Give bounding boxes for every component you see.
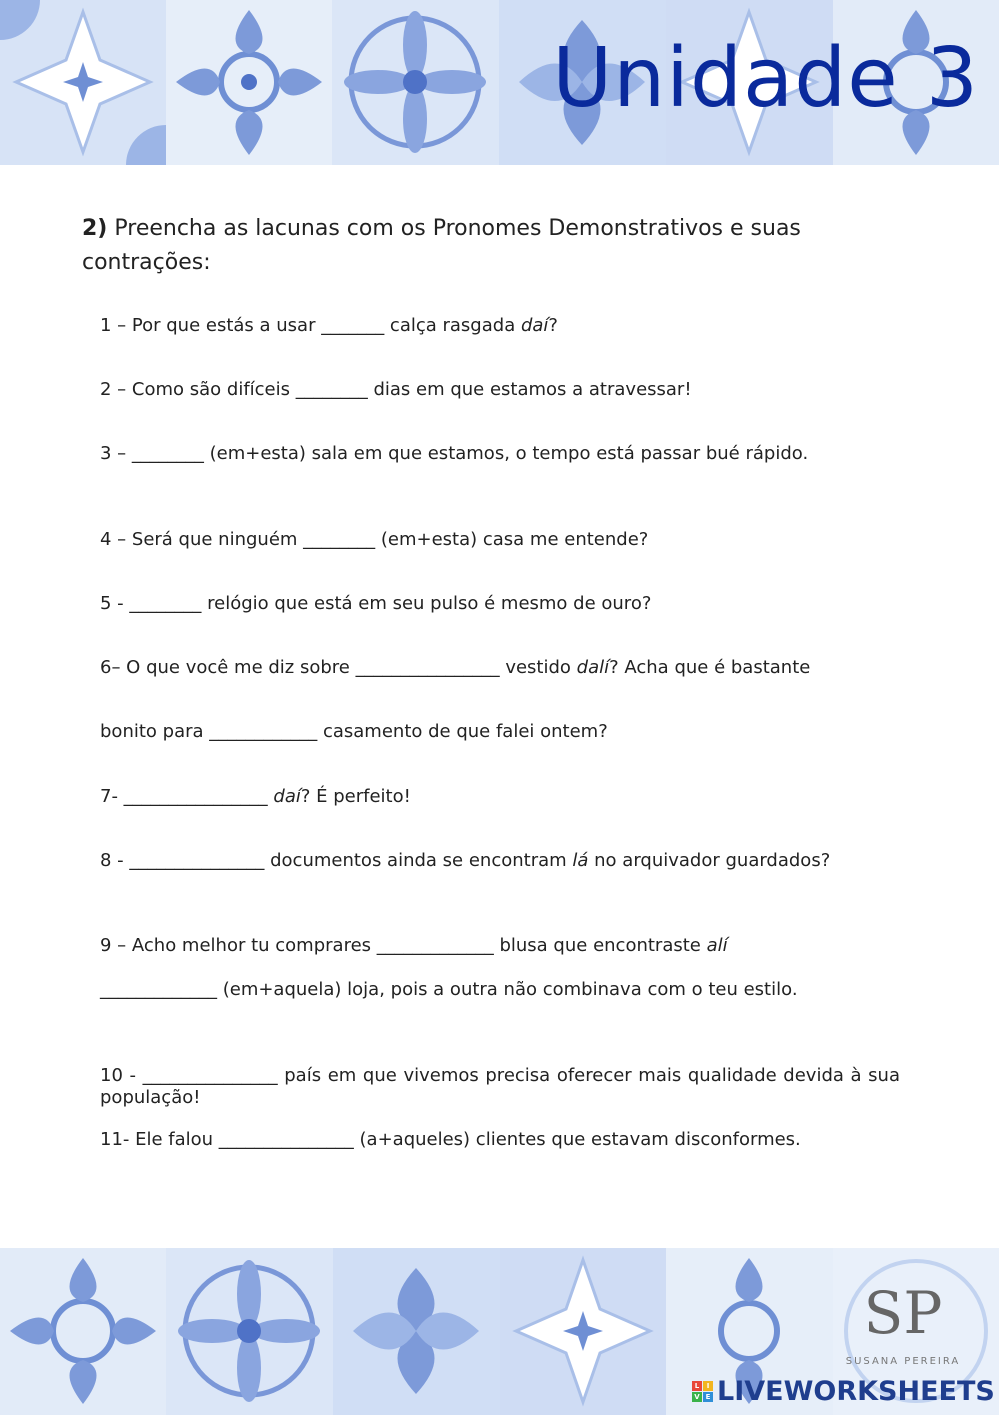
liveworksheets-brand[interactable] — [692, 1374, 995, 1408]
badge-letter: L — [692, 1381, 702, 1391]
item-text: ? Acha que é bastante — [609, 657, 811, 678]
item-text: 5 - ________ relógio que está em seu pulso é mesmo de ouro? — [100, 593, 652, 614]
tile-fleur-pattern — [333, 1248, 500, 1415]
item-text: 10 - _______________ país em que vivemos precisa oferecer mais qualidade devida à sua população! — [100, 1065, 900, 1108]
item-text: 6– O que você me diz sobre ________________ vestido — [100, 657, 577, 678]
exercise-item-11 — [100, 1129, 900, 1151]
tile-star-pattern — [500, 1248, 666, 1415]
live-badge-icon — [692, 1381, 713, 1402]
exercise-item-3 — [100, 443, 900, 465]
item-text: 3 – ________ (em+esta) sala em que estamos, o tempo está passar bué rápido. — [100, 443, 809, 464]
exercise-item-9 — [100, 935, 900, 957]
tile-fleur-pattern — [166, 0, 332, 165]
page-title: Unidade 3 — [552, 31, 979, 126]
item-text: 1 – Por que estás a usar _______ calça rasgada — [100, 315, 521, 336]
exercise-item-10 — [100, 1065, 900, 1109]
question-number: 2) — [82, 216, 108, 241]
badge-letter: E — [703, 1392, 713, 1402]
item-text: 8 - _______________ documentos ainda se encontram — [100, 850, 573, 871]
item-text: bonito para ____________ casamento de que falei ontem? — [100, 721, 608, 742]
tile-flower-pattern — [332, 0, 499, 165]
item-text: 9 – Acho melhor tu comprares _____________ blusa que encontraste — [100, 935, 707, 956]
author-logo — [838, 1279, 968, 1384]
logo-monogram: SP — [863, 1279, 943, 1347]
exercise-item-8 — [100, 850, 900, 872]
item-italic: dalí — [576, 657, 610, 678]
item-text: 4 – Será que ninguém ________ (em+esta) casa me entende? — [100, 529, 649, 550]
exercise-item-5 — [100, 593, 900, 615]
exercise-item-7 — [100, 786, 900, 808]
logo-brand-name: SUSANA PEREIRA — [845, 1356, 961, 1367]
item-italic: daí — [520, 315, 549, 336]
exercise-item-1 — [100, 315, 900, 337]
item-text: no arquivador guardados? — [588, 850, 831, 871]
item-text: 2 – Como são difíceis ________ dias em que estamos a atravessar! — [100, 379, 692, 400]
exercise-item-4 — [100, 529, 900, 551]
item-italic: alí — [706, 935, 728, 956]
item-text: ? — [548, 315, 558, 336]
exercise-item-6-continued — [100, 721, 900, 743]
badge-letter: I — [703, 1381, 713, 1391]
question-prompt — [82, 212, 912, 280]
exercise-item-9-continued — [100, 979, 900, 1001]
tile-fleur-pattern — [0, 1248, 166, 1415]
tile-flower-pattern — [166, 1248, 333, 1415]
item-text: ? É perfeito! — [300, 786, 411, 807]
exercise-item-6 — [100, 657, 900, 679]
tile-star-pattern — [0, 0, 166, 165]
item-text: _____________ (em+aquela) loja, pois a outra não combinava com o teu estilo. — [100, 979, 798, 1000]
liveworksheets-logo-text: LIVEWORKSHEETS — [717, 1375, 995, 1407]
top-tile-banner — [0, 0, 999, 165]
badge-letter: V — [692, 1392, 702, 1402]
item-italic: lá — [572, 850, 589, 871]
item-text: 7- ________________ — [100, 786, 274, 807]
item-italic: daí — [273, 786, 301, 807]
question-text: Preencha as lacunas com os Pronomes Demonstrativos e suas contrações: — [82, 216, 801, 275]
exercise-item-2 — [100, 379, 900, 401]
item-text: 11- Ele falou _______________ (a+aqueles) clientes que estavam disconformes. — [100, 1129, 801, 1150]
